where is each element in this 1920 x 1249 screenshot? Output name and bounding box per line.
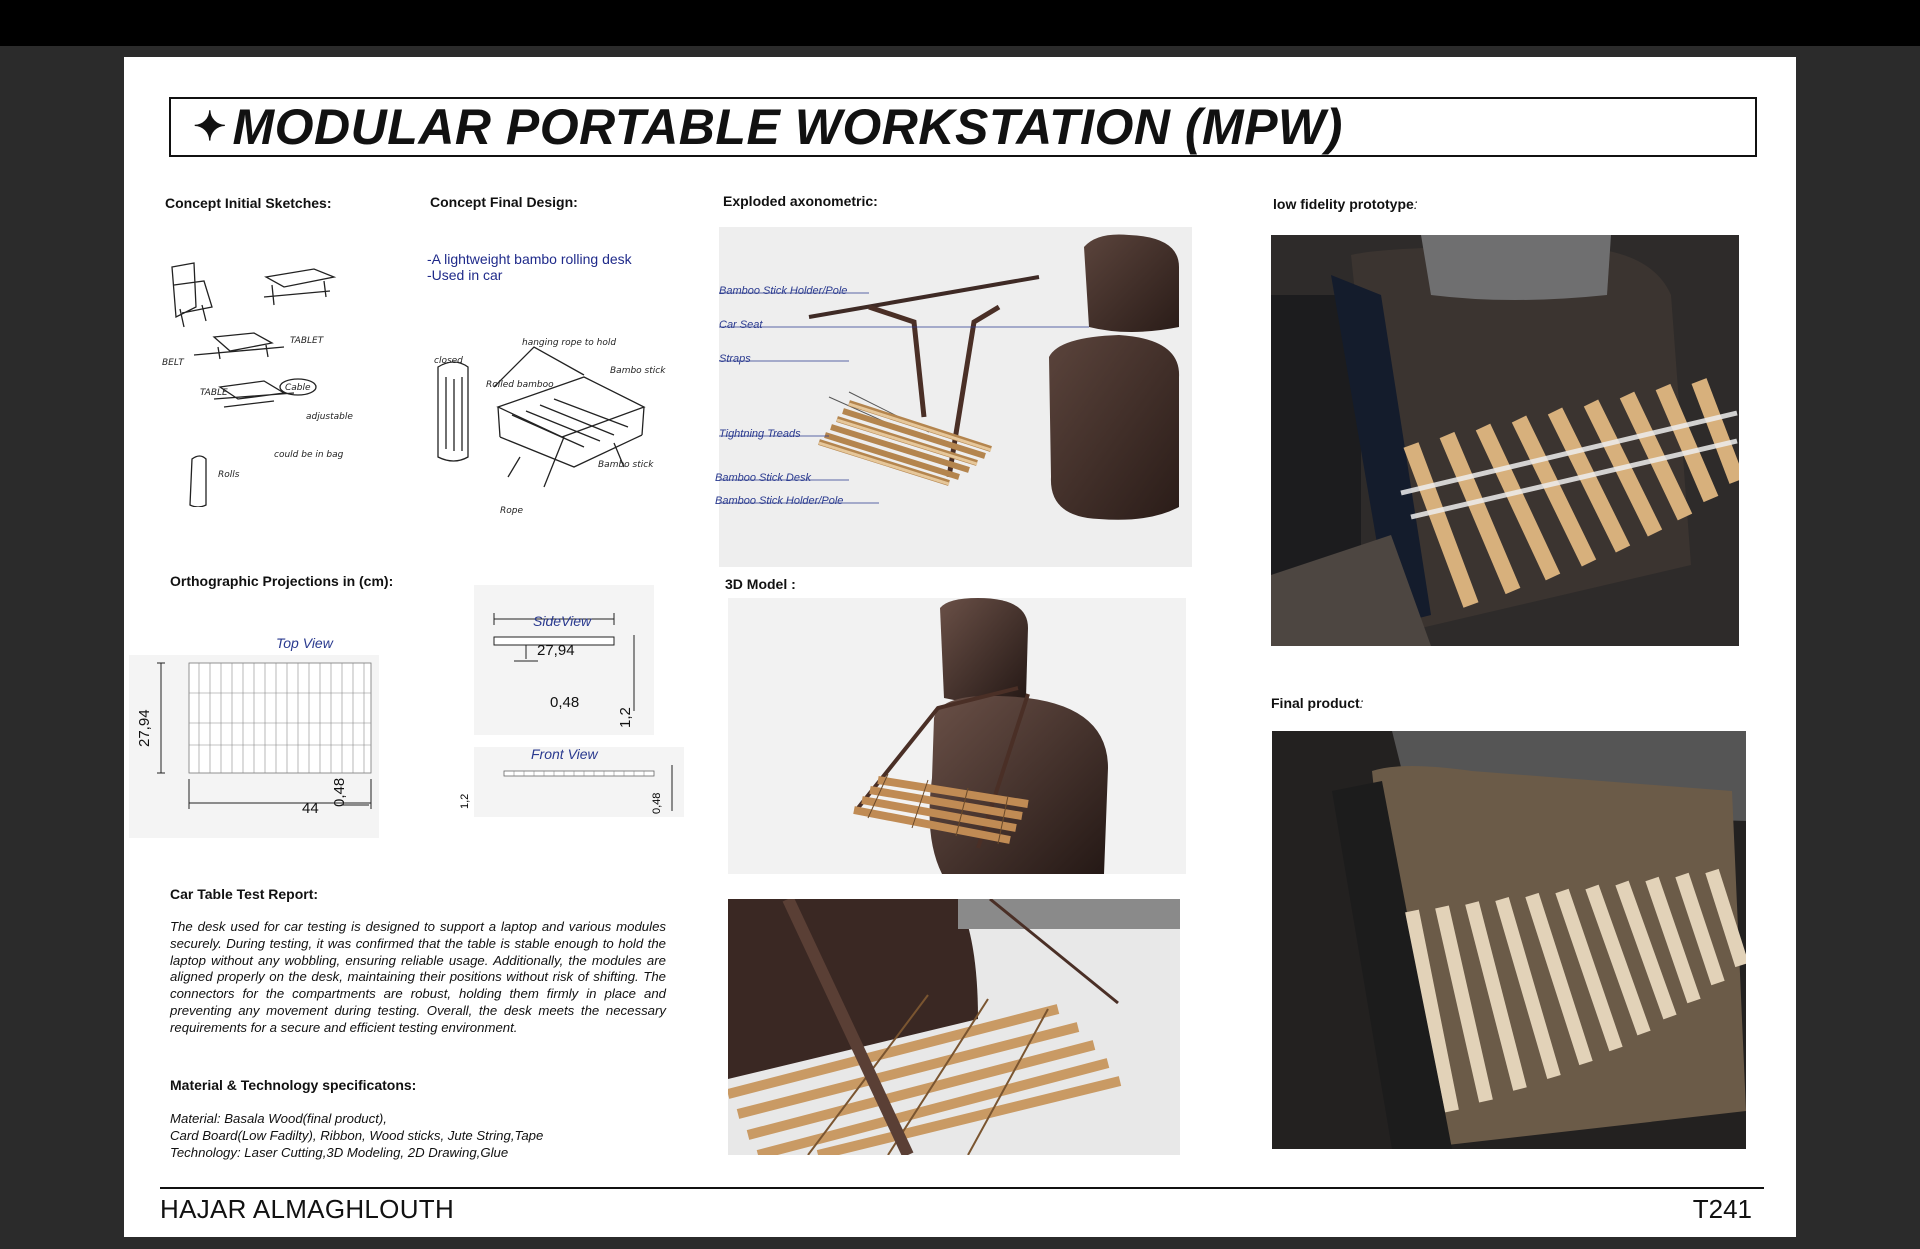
- svg-text:adjustable: adjustable: [306, 412, 353, 422]
- side-leg-dim: 0,48: [550, 694, 580, 711]
- heading-orthographic: Orthographic Projections in (cm):: [170, 573, 394, 589]
- final-design-sketch: [424, 317, 684, 537]
- materials-line: Material: Basala Wood(final product),: [170, 1111, 387, 1126]
- final-product-photo: [1272, 731, 1746, 1149]
- front-left-dim: 1,2: [459, 793, 471, 809]
- side-view-label: SideView: [533, 613, 592, 629]
- heading-initial-sketches: Concept Initial Sketches:: [165, 195, 332, 211]
- svg-text:TABLE: TABLE: [200, 388, 228, 398]
- top-height-dim: 27,94: [136, 709, 153, 747]
- heading-3d-model: 3D Model :: [725, 576, 796, 592]
- top-thickness-dim: 0,48: [331, 777, 348, 807]
- side-height-dim: 1,2: [617, 707, 634, 728]
- svg-text:Rolls: Rolls: [218, 470, 240, 480]
- course-code: T241: [1692, 1194, 1752, 1224]
- svg-text:BELT: BELT: [162, 358, 184, 368]
- author-name: HAJAR ALMAGHLOUTH: [160, 1194, 455, 1224]
- svg-text:TABLET: TABLET: [290, 336, 324, 346]
- final-design-note: -Used in car: [427, 267, 503, 283]
- materials-list: [170, 1111, 670, 1161]
- footer-divider: [160, 1187, 1764, 1189]
- exploded-illustration: [719, 227, 1192, 567]
- exploded-label: Bamboo Stick Holder/Pole: [719, 285, 848, 297]
- page-title: MODULAR PORTABLE WORKSTATION (MPW): [232, 99, 1343, 155]
- title-box: [169, 97, 1757, 157]
- heading-test-report: Car Table Test Report:: [170, 886, 319, 902]
- svg-text:Bambo stick: Bambo stick: [610, 366, 666, 376]
- svg-text:Cable: Cable: [285, 383, 311, 393]
- final-design-note: -A lightweight bambo rolling desk: [427, 251, 632, 267]
- poster-sheet: [124, 57, 1796, 1237]
- materials-line: Card Board(Low Fadilty), Ribbon, Wood sticks, Jute String,Tape: [170, 1127, 544, 1143]
- svg-text:hanging rope to hold: hanging rope to hold: [522, 338, 617, 348]
- exploded-label: Tightning Treads: [719, 428, 801, 440]
- svg-text:Bambo stick: Bambo stick: [598, 460, 654, 470]
- top-view-panel: [129, 655, 379, 838]
- front-right-dim: 0,48: [651, 792, 663, 814]
- star-icon: ✦: [193, 105, 227, 149]
- heading-final-product: Final product:: [1271, 695, 1364, 711]
- exploded-label: Bamboo Stick Holder/Pole: [715, 495, 844, 507]
- top-bar: [0, 0, 1920, 46]
- top-view-drawing: [129, 655, 379, 838]
- test-report-text: The desk used for car testing is designed to support a laptop and various modules securely. During testing, it was confirmed that the table is stable enough to hold the laptop without any wobbling, ensuring reliable usage. Additionally, the modules are aligned properly on the desk, maintaining their positions without risk of shifting. The connectors for the compartments are robust, holding them firmly in place and preventing any movement during testing. Overall, the desk meets the necessary requirements for a secure and efficient testing environment.: [170, 919, 666, 1035]
- exploded-label: Bamboo Stick Desk: [715, 472, 811, 484]
- heading-final-design: Concept Final Design:: [430, 194, 578, 210]
- top-view-label: Top View: [276, 635, 333, 651]
- exploded-label: Straps: [719, 353, 751, 365]
- final-design-notes: [427, 251, 632, 283]
- exploded-label: Car Seat: [719, 319, 763, 331]
- front-view-label: Front View: [531, 746, 598, 762]
- svg-text:closed: closed: [434, 356, 463, 366]
- low-fi-prototype-photo: [1271, 235, 1739, 646]
- 3d-model-closeup: [728, 899, 1180, 1155]
- heading-exploded: Exploded axonometric:: [723, 193, 878, 209]
- materials-line: Technology: Laser Cutting,3D Modeling, 2D Drawing,Glue: [170, 1144, 509, 1160]
- top-width-dim: 44: [302, 800, 319, 817]
- heading-low-fi: low fidelity prototype:: [1273, 196, 1418, 212]
- side-width-dim: 27,94: [537, 642, 575, 659]
- svg-text:Rolled bamboo: Rolled bamboo: [486, 380, 554, 390]
- 3d-model-render: [728, 598, 1186, 874]
- initial-sketches-drawing: [154, 247, 414, 507]
- svg-text:could be in bag: could be in bag: [274, 450, 344, 460]
- exploded-axonometric: [715, 227, 1192, 567]
- heading-materials: Material & Technology specificatons:: [170, 1077, 417, 1093]
- svg-text:Rope: Rope: [500, 506, 524, 516]
